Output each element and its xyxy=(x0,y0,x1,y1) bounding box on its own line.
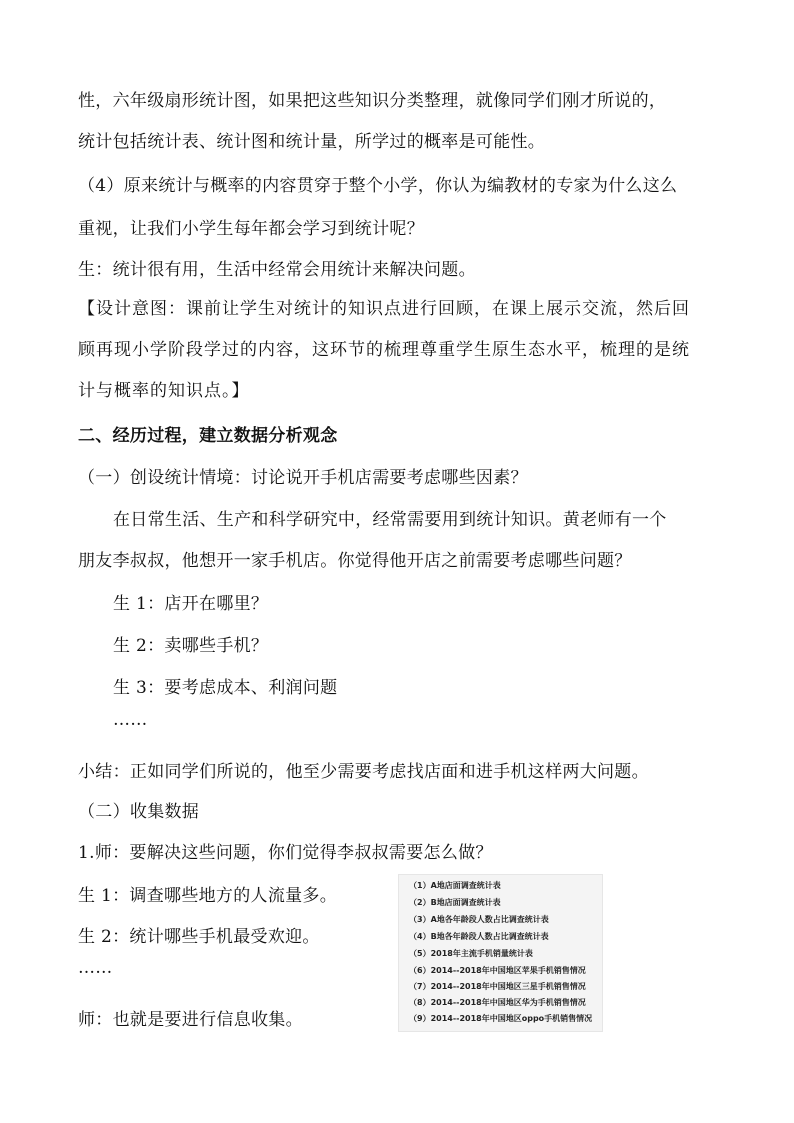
student-answer: 生 1：调查哪些地方的人流量多。 xyxy=(78,886,338,906)
student-answer: 生 1：店开在哪里？ xyxy=(113,594,269,614)
list-item: （9）2014--2018年中国地区oppo手机销售情况 xyxy=(409,1014,593,1023)
list-item: （4）B地各年龄段人数占比调查统计表 xyxy=(409,932,549,941)
section-heading: 二、经历过程，建立数据分析观念 xyxy=(78,426,338,446)
list-item: （3）A地各年龄段人数占比调查统计表 xyxy=(409,915,549,924)
list-item: （5）2018年主流手机销量统计表 xyxy=(409,949,533,958)
student-answer: 生 2：卖哪些手机？ xyxy=(113,636,269,656)
design-intent-note: 【设计意图：课前让学生对统计的知识点进行回顾，在课上展示交流，然后回 xyxy=(78,299,690,319)
design-intent-note: 计与概率的知识点。】 xyxy=(78,381,250,401)
list-item: （6）2014--2018年中国地区苹果手机销售情况 xyxy=(409,966,586,975)
ellipsis: …… xyxy=(78,958,113,978)
student-answer: 生 2：统计哪些手机最受欢迎。 xyxy=(78,927,320,947)
data-tables-list-image xyxy=(398,874,603,1032)
list-item: （1）A地店面调查统计表 xyxy=(409,881,501,890)
subsection-heading: （二）收集数据 xyxy=(78,802,200,822)
paragraph-line: 朋友李叔叔，他想开一家手机店。你觉得他开店之前需要考虑哪些问题？ xyxy=(78,551,632,571)
teacher-line: 师：也就是要进行信息收集。 xyxy=(78,1010,303,1030)
design-intent-note: 顾再现小学阶段学过的内容，这环节的梳理尊重学生原生态水平，梳理的是统 xyxy=(78,340,690,360)
student-answer: 生：统计很有用，生活中经常会用统计来解决问题。 xyxy=(78,260,476,280)
list-item: （8）2014--2018年中国地区华为手机销售情况 xyxy=(409,998,586,1007)
student-answer: 生 3：要考虑成本、利润问题 xyxy=(113,678,338,698)
list-item: （7）2014--2018年中国地区三星手机销售情况 xyxy=(409,982,586,991)
subsection-heading: （一）创设统计情境：讨论说开手机店需要考虑哪些因素？ xyxy=(78,468,528,488)
paragraph-line: 重视，让我们小学生每年都会学习到统计呢？ xyxy=(78,219,424,239)
summary-line: 小结：正如同学们所说的，他至少需要考虑找店面和进手机这样两大问题。 xyxy=(78,762,649,782)
question-4: （4）原来统计与概率的内容贯穿于整个小学，你认为编教材的专家为什么这么 xyxy=(78,176,678,196)
ellipsis: …… xyxy=(113,710,148,730)
paragraph-line: 统计包括统计表、统计图和统计量，所学过的概率是可能性。 xyxy=(78,132,546,152)
teacher-question: 1.师：要解决这些问题，你们觉得李叔叔需要怎么做？ xyxy=(78,843,493,863)
paragraph-line: 在日常生活、生产和科学研究中，经常需要用到统计知识。黄老师有一个 xyxy=(113,510,667,530)
paragraph-line: 性，六年级扇形统计图，如果把这些知识分类整理，就像同学们刚才所说的， xyxy=(78,91,667,111)
list-item: （2）B地店面调查统计表 xyxy=(409,898,501,907)
